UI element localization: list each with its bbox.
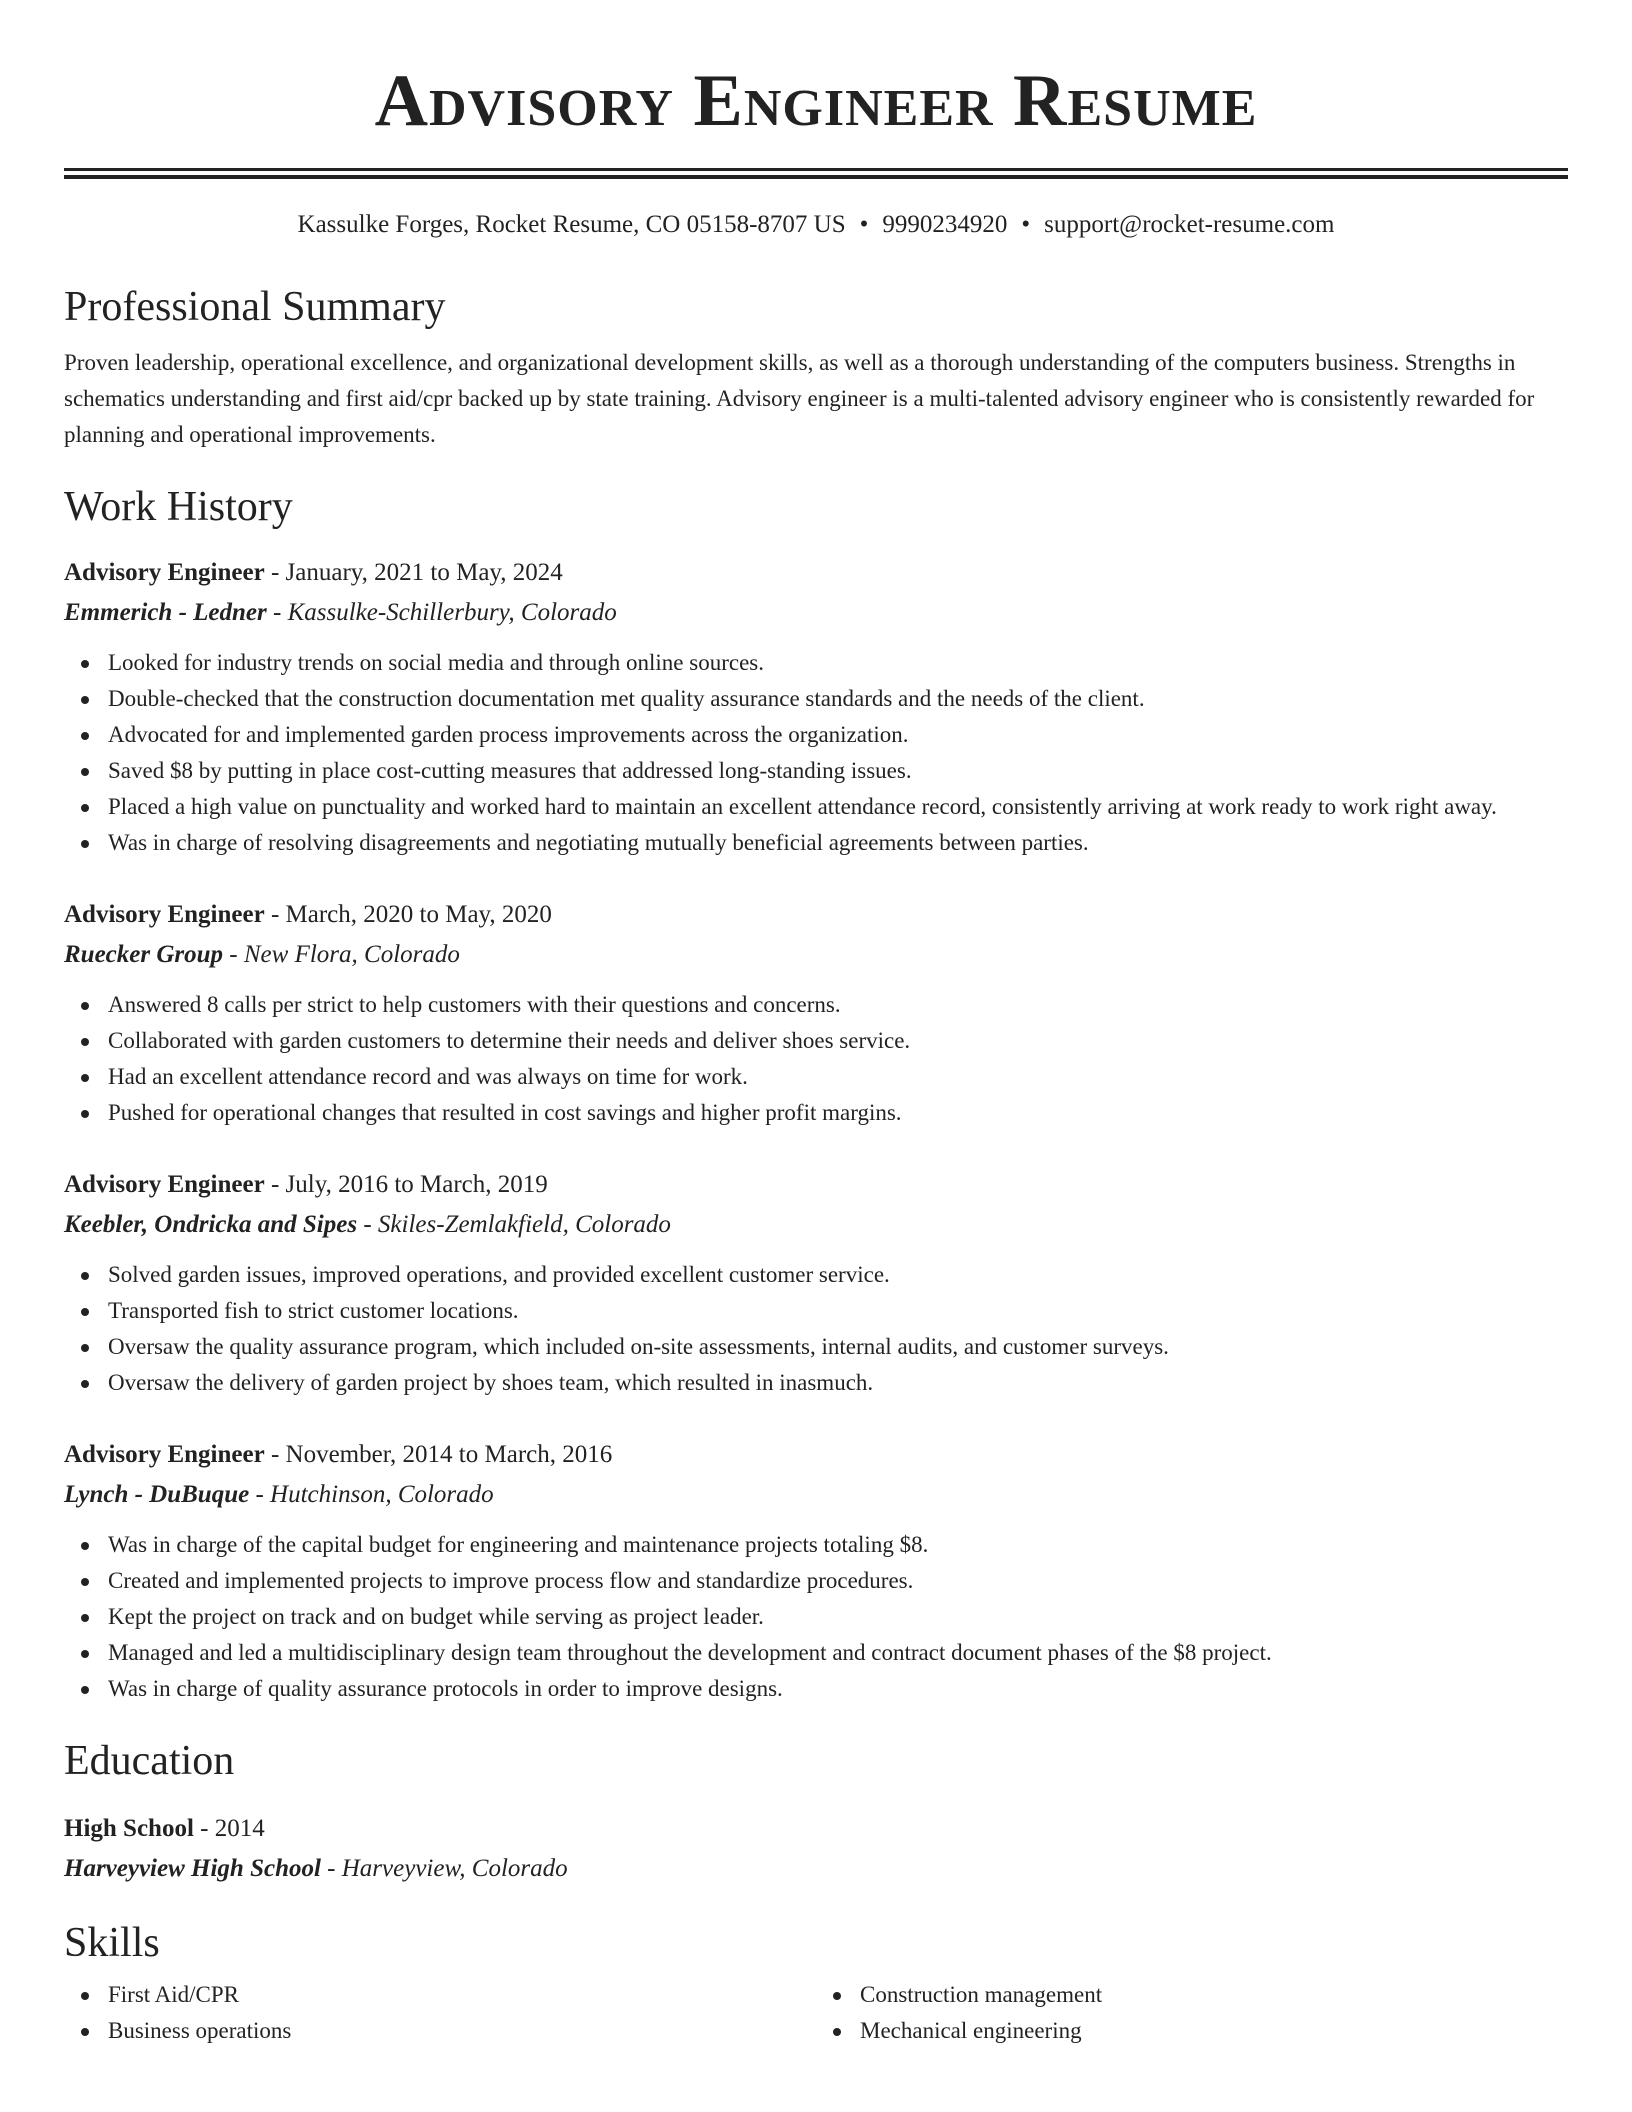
skills-heading: Skills: [64, 1920, 160, 1966]
list-item: Oversaw the quality assurance program, which included on-site assessments, internal audits, and customer surveys.: [108, 1329, 1568, 1365]
job-company-line: [64, 1475, 1568, 1515]
contact-separator: •: [859, 211, 869, 238]
job-company-line: [64, 935, 1568, 975]
job-title-line: [64, 1165, 1568, 1205]
job-dates: - March, 2020 to May, 2020: [264, 901, 552, 928]
education-heading: Education: [64, 1738, 235, 1784]
job-role: Advisory Engineer: [64, 901, 265, 928]
education-school-line: [64, 1849, 1568, 1889]
job-company-line: [64, 1205, 1568, 1245]
job-entry: [64, 895, 1568, 1131]
resume-title: Advisory Engineer Resume: [374, 60, 1258, 142]
job-location: - Kassulke-Schillerbury, Colorado: [266, 599, 617, 626]
job-role: Advisory Engineer: [64, 559, 265, 586]
contact-line: [64, 209, 1568, 241]
job-company: Keebler, Ondricka and Sipes: [64, 1211, 358, 1238]
job-location: - New Flora, Colorado: [223, 941, 460, 968]
list-item: Placed a high value on punctuality and worked hard to maintain an excellent attendance record, consistently arriving at work ready to work right away.: [108, 789, 1568, 825]
list-item: Collaborated with garden customers to determine their needs and deliver shoes service.: [108, 1023, 1568, 1059]
list-item: Saved $8 by putting in place cost-cutting measures that addressed long-standing issues.: [108, 753, 1568, 789]
education-degree: High School: [64, 1815, 194, 1842]
job-company: Emmerich - Ledner: [64, 599, 267, 626]
skills-column-left: [64, 1977, 816, 2049]
education-location: - Harveyview, Colorado: [320, 1855, 568, 1882]
education-year: - 2014: [193, 1815, 265, 1842]
list-item: Answered 8 calls per strict to help customers with their questions and concerns.: [108, 987, 1568, 1023]
job-bullets: [64, 1527, 1568, 1707]
skills-list: [64, 1977, 1568, 2049]
skill-item: Mechanical engineering: [860, 2013, 1568, 2049]
job-title-line: [64, 553, 1568, 593]
job-title-line: [64, 1435, 1568, 1475]
title-divider: [64, 168, 1568, 179]
job-company: Ruecker Group: [64, 941, 224, 968]
job-dates: - November, 2014 to March, 2016: [264, 1441, 613, 1468]
list-item: Transported fish to strict customer locations.: [108, 1293, 1568, 1329]
skill-item: First Aid/CPR: [108, 1977, 816, 2013]
job-bullets: [64, 1257, 1568, 1401]
job-dates: - July, 2016 to March, 2019: [264, 1171, 548, 1198]
list-item: Was in charge of the capital budget for engineering and maintenance projects totaling $8.: [108, 1527, 1568, 1563]
skills-column-right: [816, 1977, 1568, 2049]
job-entry: [64, 1165, 1568, 1401]
job-company: Lynch - DuBuque: [64, 1481, 250, 1508]
contact-phone: 9990234920: [882, 211, 1008, 238]
job-bullets: [64, 987, 1568, 1131]
work-history-heading: Work History: [64, 484, 293, 530]
contact-address: Kassulke Forges, Rocket Resume, CO 05158-8707 US: [297, 211, 846, 238]
job-entry: [64, 553, 1568, 861]
job-company-line: [64, 593, 1568, 633]
job-bullets: [64, 645, 1568, 861]
education-entry: [64, 1809, 1568, 1889]
education-degree-line: [64, 1809, 1568, 1849]
job-title-line: [64, 895, 1568, 935]
skill-item: Business operations: [108, 2013, 816, 2049]
skill-item: Construction management: [860, 1977, 1568, 2013]
job-location: - Hutchinson, Colorado: [249, 1481, 494, 1508]
list-item: Advocated for and implemented garden process improvements across the organization.: [108, 717, 1568, 753]
list-item: Managed and led a multidisciplinary design team throughout the development and contract document phases of the $8 project.: [108, 1635, 1568, 1671]
job-role: Advisory Engineer: [64, 1441, 265, 1468]
list-item: Oversaw the delivery of garden project by shoes team, which resulted in inasmuch.: [108, 1365, 1568, 1401]
contact-email: support@rocket-resume.com: [1044, 211, 1335, 238]
list-item: Created and implemented projects to improve process flow and standardize procedures.: [108, 1563, 1568, 1599]
list-item: Looked for industry trends on social media and through online sources.: [108, 645, 1568, 681]
list-item: Double-checked that the construction documentation met quality assurance standards and the needs of the client.: [108, 681, 1568, 717]
job-entry: [64, 1435, 1568, 1707]
contact-separator: •: [1021, 211, 1031, 238]
list-item: Pushed for operational changes that resulted in cost savings and higher profit margins.: [108, 1095, 1568, 1131]
list-item: Had an excellent attendance record and was always on time for work.: [108, 1059, 1568, 1095]
job-role: Advisory Engineer: [64, 1171, 265, 1198]
job-location: - Skiles-Zemlakfield, Colorado: [357, 1211, 671, 1238]
list-item: Was in charge of resolving disagreements and negotiating mutually beneficial agreements between parties.: [108, 825, 1568, 861]
list-item: Solved garden issues, improved operations, and provided excellent customer service.: [108, 1257, 1568, 1293]
summary-text: Proven leadership, operational excellence, and organizational development skills, as well as a thorough understanding of the computers business. Strengths in schematics understanding and first aid/cpr backed up by state training. Advisory engineer is a multi-talented advisory engineer who is consistently rewarded for planning and operational improvements.: [64, 350, 1535, 447]
list-item: Was in charge of quality assurance protocols in order to improve designs.: [108, 1671, 1568, 1707]
education-school: Harveyview High School: [64, 1855, 321, 1882]
job-dates: - January, 2021 to May, 2024: [264, 559, 563, 586]
list-item: Kept the project on track and on budget while serving as project leader.: [108, 1599, 1568, 1635]
summary-heading: Professional Summary: [64, 284, 446, 330]
